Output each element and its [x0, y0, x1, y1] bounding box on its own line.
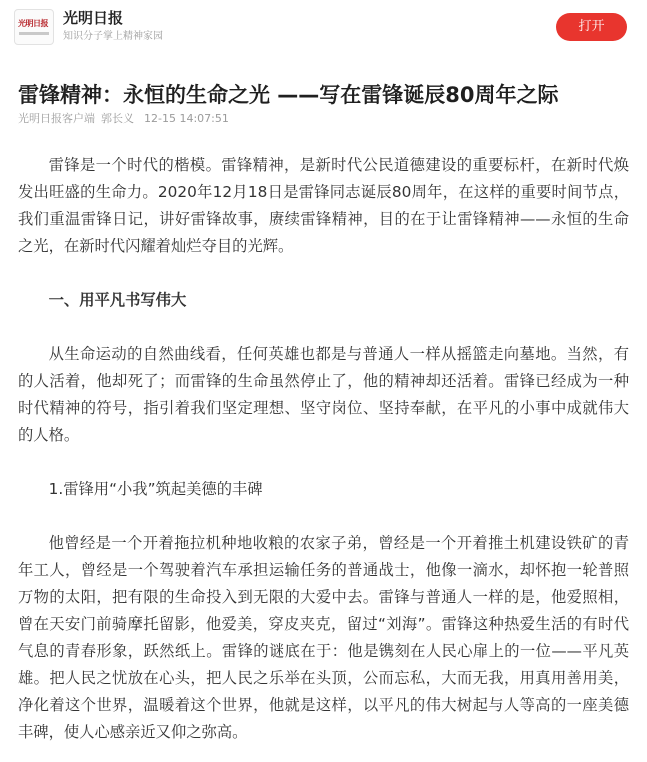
app-name: 光明日报: [63, 9, 124, 27]
subsection-paragraph: 他曾经是一个开着拖拉机种地收粮的农家子弟，曾经是一个开着推土机建设铁矿的青年工人，曾经是一个驾驶着汽车承担运输任务的普通战士，他像一滴水，却怀抱一轮普照万物的太阳，把有限的生命投入到无限的大爱中去。雷锋与普通人一样的是，他爱照相，曾在天安门前骑摩托留影，他爱美，穿皮夹克，留过“刘海”。雷锋这种热爱生活的有时代气息的青春形象，跃然纸上。雷锋的谜底在于：他是镌刻在人民心扉上的一位——平凡英雄。把人民之忧放在心头，把人民之乐举在头顶，公而忘私，大而无我，用真用善用美，净化着这个世界，温暖着这个世界，他就是这样，以平凡的伟大树起与人等高的一座美德丰碑，使人心感亲近又仰之弥高。: [18, 534, 629, 741]
subsection-heading: 1.雷锋用“小我”筑起美德的丰碑: [48, 480, 263, 498]
logo-text: 光明日报: [18, 18, 48, 28]
section-paragraph: 从生命运动的自然曲线看，任何英雄也都是与普通人一样从摇篮走向墓地。当然，有的人活着，他却死了；而雷锋的生命虽然停止了，他的精神却还活着。雷锋已经成为一种时代精神的符号，指引着我们坚定理想、坚守岗位、坚持奉献，在平凡的小事中成就伟大的人格。: [18, 345, 629, 444]
app-slogan: 知识分子掌上精神家园: [63, 31, 163, 42]
intro-paragraph: 雷锋是一个时代的楷模。雷锋精神，是新时代公民道德建设的重要标杆，在新时代焕发出旺盛的生命力。2020年12月18日是雷锋同志诞辰80周年，在这样的重要时间节点，我们重温雷锋日记，讲好雷锋故事，赓续雷锋精神，目的在于让雷锋精神——永恒的生命之光，在新时代闪耀着灿烂夺目的光辉。: [18, 156, 629, 255]
app-download-bar: [0, 0, 647, 52]
logo-underline: [19, 32, 49, 35]
open-app-button[interactable]: 打开: [556, 13, 627, 41]
article-body: [18, 152, 629, 746]
section-heading: 一、用平凡书写伟大: [48, 291, 187, 309]
article-source[interactable]: 光明日报客户端: [18, 112, 95, 125]
app-logo: [14, 9, 54, 45]
article-time: 12-15 14:07:51: [144, 112, 229, 125]
article-author: 郭长义: [101, 112, 134, 125]
article-title: 雷锋精神：永恒的生命之光 ——写在雷锋诞辰80周年之际: [18, 83, 559, 108]
article-meta: [18, 111, 235, 127]
